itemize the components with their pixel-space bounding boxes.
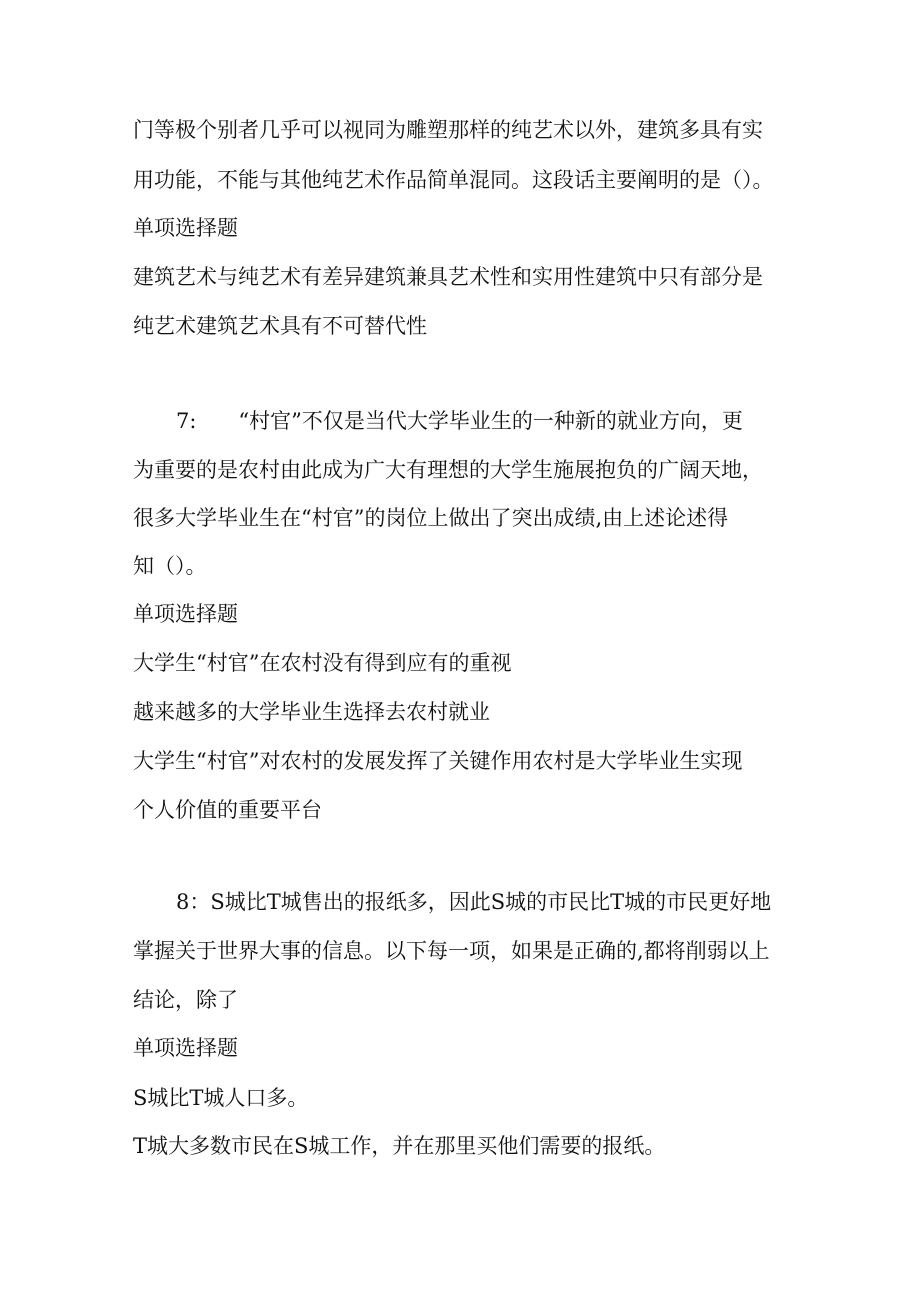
q6-option-line-2: 纯艺术建筑艺术具有不可替代性 <box>133 314 427 338</box>
q6-stem-line-1: 门等极个别者几乎可以视同为雕塑那样的纯艺术以外，建筑多具有实 <box>133 118 763 142</box>
q8-option-a: S城比T城人口多。 <box>133 1086 309 1110</box>
q7-stem-line-4: 知（）。 <box>133 554 207 578</box>
q7-option-c-line-2: 个人价值的重要平台 <box>133 798 322 822</box>
q6-stem-line-2: 用功能，不能与其他纯艺术作品简单混同。这段话主要阐明的是（）。 <box>133 168 774 192</box>
q6-type-label: 单项选择题 <box>133 216 238 240</box>
q7-option-b: 越来越多的大学毕业生选择去农村就业 <box>133 700 490 724</box>
q8-stem-line-3: 结论，除了 <box>133 988 238 1012</box>
q7-stem-line-1: 7: “村官”不仅是当代大学毕业生的一种新的就业方向，更 <box>176 409 743 433</box>
q8-stem-line-1: 8：S城比T城售出的报纸多，因此S城的市民比T城的市民更好地 <box>176 890 772 914</box>
q8-type-label: 单项选择题 <box>133 1036 238 1060</box>
q8-stem-line-2: 掌握关于世界大事的信息。以下每一项，如果是正确的,都将削弱以上 <box>133 939 770 963</box>
q7-stem-line-2: 为重要的是农村由此成为广大有理想的大学生施展抱负的广阔天地， <box>133 458 763 482</box>
q8-option-b: T城大多数市民在S城工作，并在那里买他们需要的报纸。 <box>133 1134 666 1158</box>
q7-type-label: 单项选择题 <box>133 602 238 626</box>
q6-option-line-1: 建筑艺术与纯艺术有差异建筑兼具艺术性和实用性建筑中只有部分是 <box>133 265 763 289</box>
q7-stem-line-3: 很多大学毕业生在“村官”的岗位上做出了突出成绩,由上述论述得 <box>133 506 729 530</box>
q7-option-a: 大学生“村官”在农村没有得到应有的重视 <box>133 651 512 675</box>
q7-option-c-line-1: 大学生“村官”对农村的发展发挥了关键作用农村是大学毕业生实现 <box>133 749 743 773</box>
